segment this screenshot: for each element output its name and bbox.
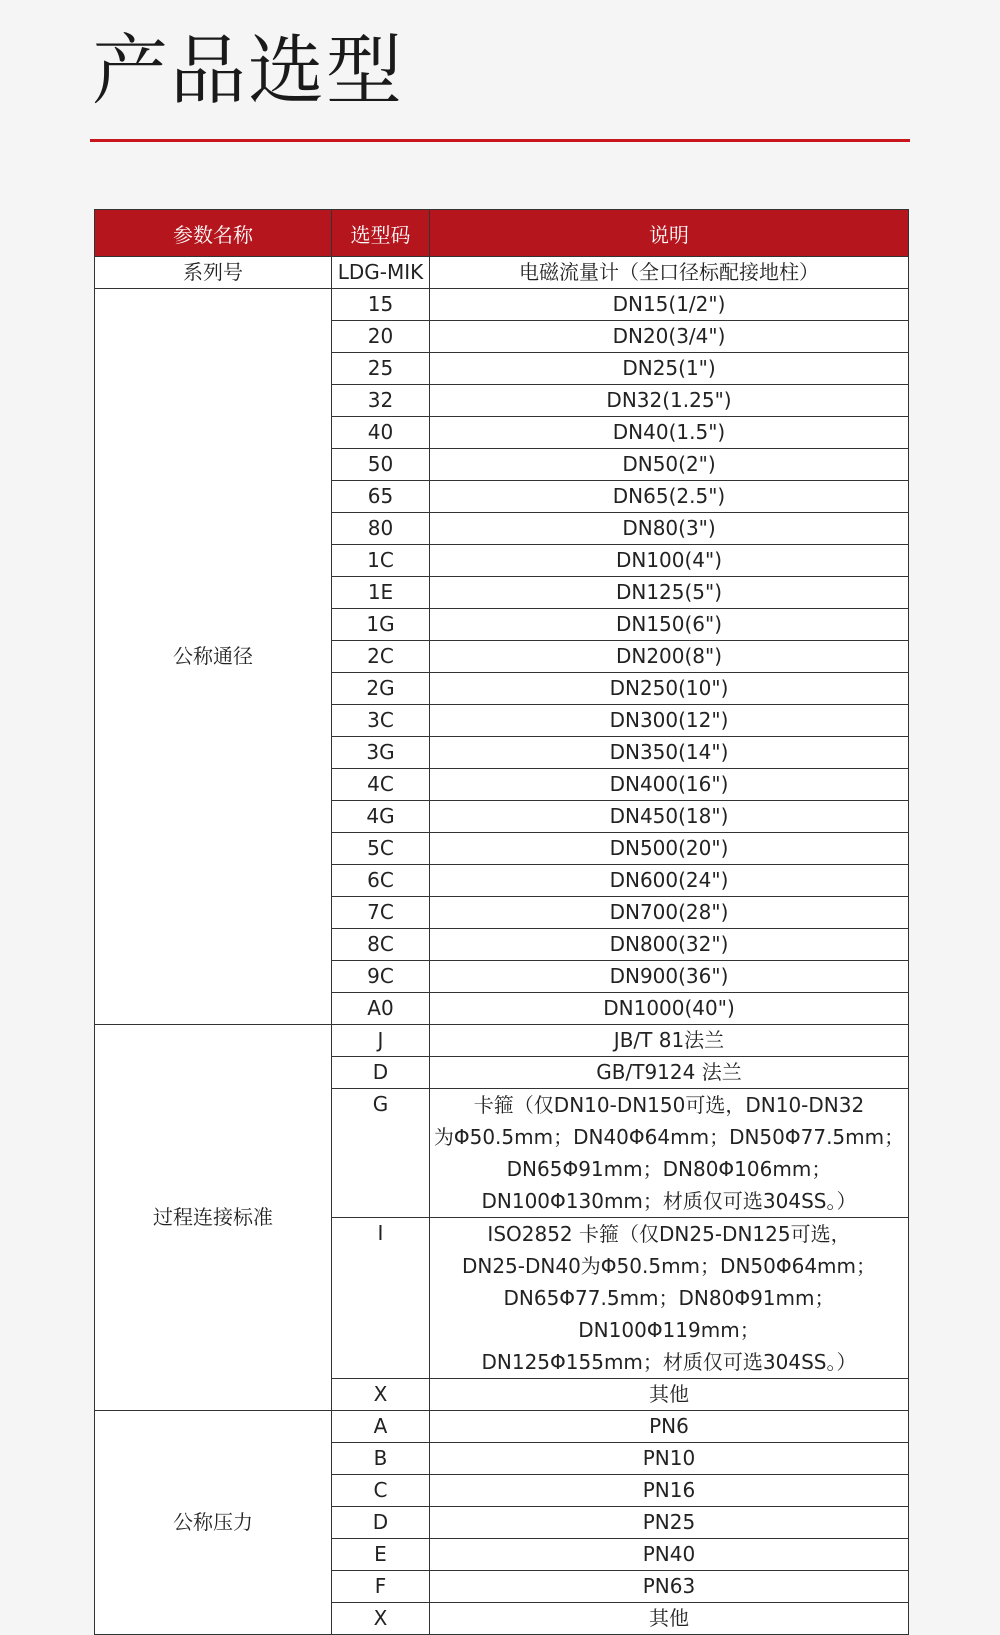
diameter-code: 32: [332, 385, 430, 417]
header-desc: 说明: [430, 210, 909, 257]
diameter-code: 2C: [332, 641, 430, 673]
connection-desc-line: 为Φ50.5mm；DN40Φ64mm；DN50Φ77.5mm；: [433, 1125, 905, 1149]
series-desc: 电磁流量计（全口径标配接地柱）: [430, 257, 909, 289]
diameter-desc: DN32(1.25"): [430, 385, 909, 417]
connection-desc-line: DN65Φ77.5mm；DN80Φ91mm；DN100Φ119mm；: [503, 1286, 835, 1342]
pressure-code: X: [332, 1603, 430, 1635]
diameter-desc: DN250(10"): [430, 673, 909, 705]
diameter-desc: DN40(1.5"): [430, 417, 909, 449]
connection-code: D: [332, 1057, 430, 1089]
connection-code: X: [332, 1379, 430, 1411]
diameter-desc: DN25(1"): [430, 353, 909, 385]
diameter-code: 4C: [332, 769, 430, 801]
pressure-code: A: [332, 1411, 430, 1443]
diameter-desc: DN125(5"): [430, 577, 909, 609]
pressure-code: E: [332, 1539, 430, 1571]
connection-desc: [430, 1057, 909, 1089]
diameter-desc: DN800(32"): [430, 929, 909, 961]
diameter-desc: DN600(24"): [430, 865, 909, 897]
connection-desc-line: 其他: [649, 1382, 689, 1406]
diameter-code: 65: [332, 481, 430, 513]
series-row: [95, 257, 909, 289]
diameter-code: 7C: [332, 897, 430, 929]
diameter-desc: DN80(3"): [430, 513, 909, 545]
table-row: [95, 1411, 909, 1443]
diameter-code: 9C: [332, 961, 430, 993]
pressure-desc: PN16: [430, 1475, 909, 1507]
connection-desc-line: DN100Φ130mm；材质仅可选304SS。）: [481, 1189, 857, 1213]
connection-desc-line: DN65Φ91mm；DN80Φ106mm；: [506, 1157, 832, 1181]
pressure-param: 公称压力: [95, 1411, 332, 1635]
diameter-desc: DN200(8"): [430, 641, 909, 673]
pressure-desc: PN63: [430, 1571, 909, 1603]
diameter-desc: DN50(2"): [430, 449, 909, 481]
connection-param: 过程连接标准: [95, 1025, 332, 1411]
diameter-desc: DN400(16"): [430, 769, 909, 801]
diameter-desc: DN350(14"): [430, 737, 909, 769]
diameter-desc: DN300(12"): [430, 705, 909, 737]
diameter-code: 8C: [332, 929, 430, 961]
connection-desc-line: DN25-DN40为Φ50.5mm；DN50Φ64mm；: [461, 1254, 877, 1278]
pressure-desc: PN10: [430, 1443, 909, 1475]
diameter-code: 1E: [332, 577, 430, 609]
pressure-desc: PN6: [430, 1411, 909, 1443]
diameter-desc: DN15(1/2"): [430, 289, 909, 321]
connection-desc: [430, 1218, 909, 1379]
title-divider: [90, 139, 910, 142]
diameter-code: 25: [332, 353, 430, 385]
connection-desc-line: JB/T 81法兰: [613, 1028, 725, 1052]
diameter-desc: DN900(36"): [430, 961, 909, 993]
selection-table: [94, 209, 909, 1635]
diameter-code: 50: [332, 449, 430, 481]
table-header-row: [95, 210, 909, 257]
connection-code: J: [332, 1025, 430, 1057]
diameter-code: 80: [332, 513, 430, 545]
diameter-code: 15: [332, 289, 430, 321]
connection-desc-line: ISO2852 卡箍（仅DN25-DN125可选，: [487, 1222, 851, 1246]
diameter-desc: DN700(28"): [430, 897, 909, 929]
pressure-desc: PN25: [430, 1507, 909, 1539]
pressure-code: B: [332, 1443, 430, 1475]
page-title: 产品选型: [92, 26, 404, 115]
diameter-desc: DN1000(40"): [430, 993, 909, 1025]
connection-desc-line: GB/T9124 法兰: [596, 1060, 742, 1084]
diameter-code: 3C: [332, 705, 430, 737]
diameter-desc: DN150(6"): [430, 609, 909, 641]
connection-desc: [430, 1089, 909, 1218]
pressure-code: C: [332, 1475, 430, 1507]
connection-desc: [430, 1025, 909, 1057]
header-code: 选型码: [332, 210, 430, 257]
diameter-code: 1G: [332, 609, 430, 641]
diameter-code: 4G: [332, 801, 430, 833]
series-param: 系列号: [95, 257, 332, 289]
pressure-code: D: [332, 1507, 430, 1539]
diameter-desc: DN500(20"): [430, 833, 909, 865]
connection-desc-line: DN125Φ155mm；材质仅可选304SS。）: [481, 1350, 857, 1374]
header-param: 参数名称: [95, 210, 332, 257]
diameter-code: 40: [332, 417, 430, 449]
pressure-desc: PN40: [430, 1539, 909, 1571]
pressure-desc: 其他: [430, 1603, 909, 1635]
table-row: [95, 1025, 909, 1057]
connection-code: G: [332, 1089, 430, 1218]
diameter-code: 3G: [332, 737, 430, 769]
series-code: LDG-MIK: [332, 257, 430, 289]
diameter-code: 6C: [332, 865, 430, 897]
diameter-desc: DN65(2.5"): [430, 481, 909, 513]
diameter-code: 1C: [332, 545, 430, 577]
connection-desc-line: 卡箍（仅DN10-DN150可选，DN10-DN32: [473, 1093, 865, 1117]
pressure-code: F: [332, 1571, 430, 1603]
diameter-desc: DN450(18"): [430, 801, 909, 833]
diameter-code: A0: [332, 993, 430, 1025]
diameter-code: 2G: [332, 673, 430, 705]
table-row: [95, 289, 909, 321]
diameter-code: 5C: [332, 833, 430, 865]
diameter-code: 20: [332, 321, 430, 353]
diameter-param: 公称通径: [95, 289, 332, 1025]
connection-desc: [430, 1379, 909, 1411]
connection-code: I: [332, 1218, 430, 1379]
diameter-desc: DN100(4"): [430, 545, 909, 577]
diameter-desc: DN20(3/4"): [430, 321, 909, 353]
